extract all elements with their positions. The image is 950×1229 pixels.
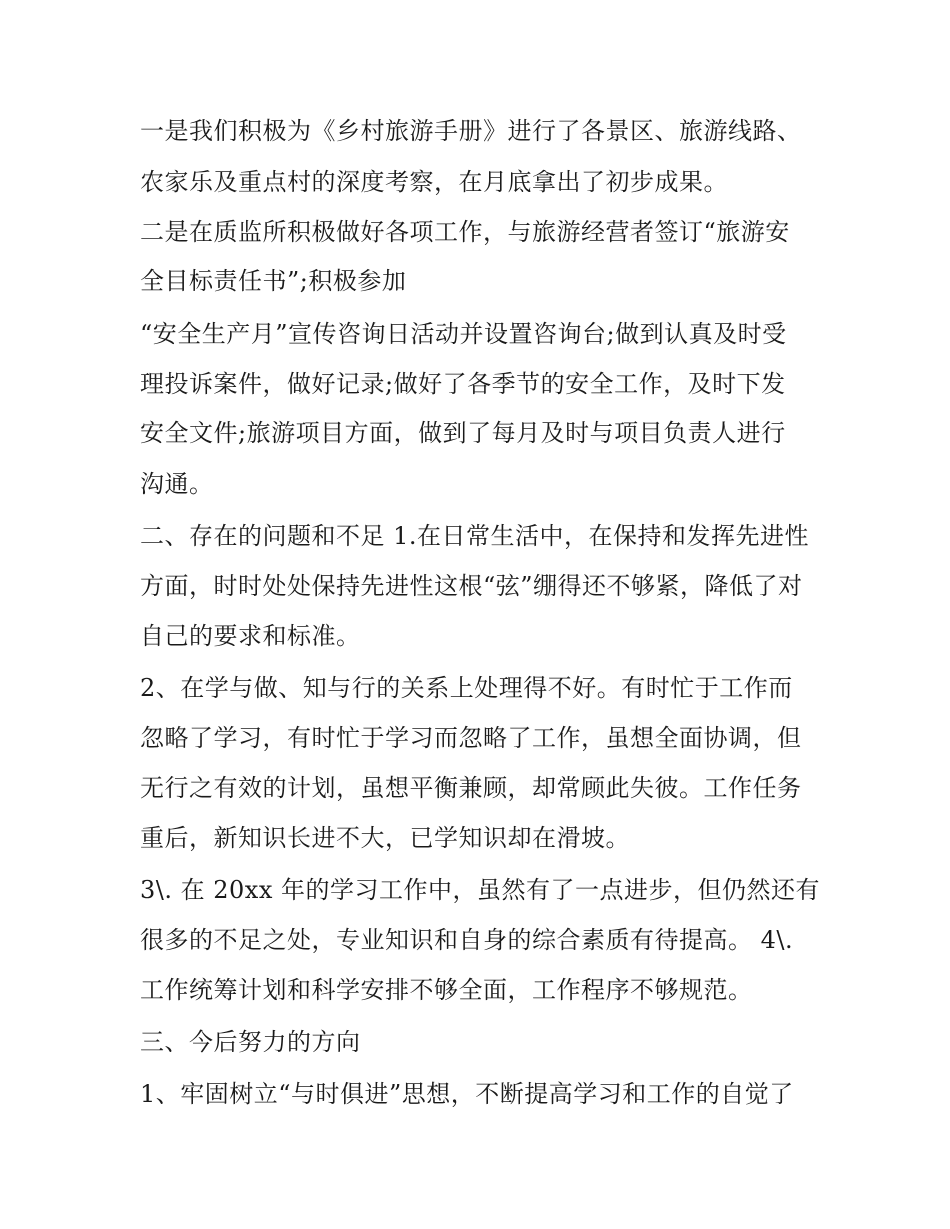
text-line: 理投诉案件，做好记录;做好了各季节的安全工作，及时下发 <box>140 370 786 398</box>
text-line: 安全文件;旅游项目方面，做到了每月及时与项目负责人进行 <box>140 419 786 447</box>
text-line: 二、存在的问题和不足 1.在日常生活中，在保持和发挥先进性 <box>140 522 810 550</box>
text-line: 无行之有效的计划，虽想平衡兼顾，却常顾此失彼。工作任务 <box>140 774 802 802</box>
text-line: 1、牢固树立“与时俱进”思想，不断提高学习和工作的自觉了 <box>140 1080 794 1108</box>
text-line: 工作统筹计划和科学安排不够全面，工作程序不够规范。 <box>140 976 753 1004</box>
text-line: 全目标责任书”;积极参加 <box>140 267 407 295</box>
text-line: 方面，时时处处保持先进性这根“弦”绷得还不够紧，降低了对 <box>140 572 803 600</box>
text-line: 二是在质监所积极做好各项工作，与旅游经营者签订“旅游安 <box>140 218 790 246</box>
text-line: 重后，新知识长进不大，已学知识却在滑坡。 <box>140 824 630 852</box>
text-line: 3\. 在 20xx 年的学习工作中，虽然有了一点进步，但仍然还有 <box>140 876 820 904</box>
text-line: 沟通。 <box>140 470 214 498</box>
section-heading: 三、今后努力的方向 <box>140 1028 361 1056</box>
text-line: 一是我们积极为《乡村旅游手册》进行了各景区、旅游线路、 <box>140 117 802 145</box>
text-line: “安全生产月”宣传咨询日活动并设置咨询台;做到认真及时受 <box>140 320 787 348</box>
text-line: 很多的不足之处，专业知识和自身的综合素质有待提高。 4\. <box>140 926 794 954</box>
text-line: 2、在学与做、知与行的关系上处理得不好。有时忙于工作而 <box>140 674 793 702</box>
text-line: 农家乐及重点村的深度考察，在月底拿出了初步成果。 <box>140 168 728 196</box>
text-line: 自己的要求和标准。 <box>140 622 361 650</box>
text-line: 忽略了学习，有时忙于学习而忽略了工作，虽想全面协调，但 <box>140 724 802 752</box>
